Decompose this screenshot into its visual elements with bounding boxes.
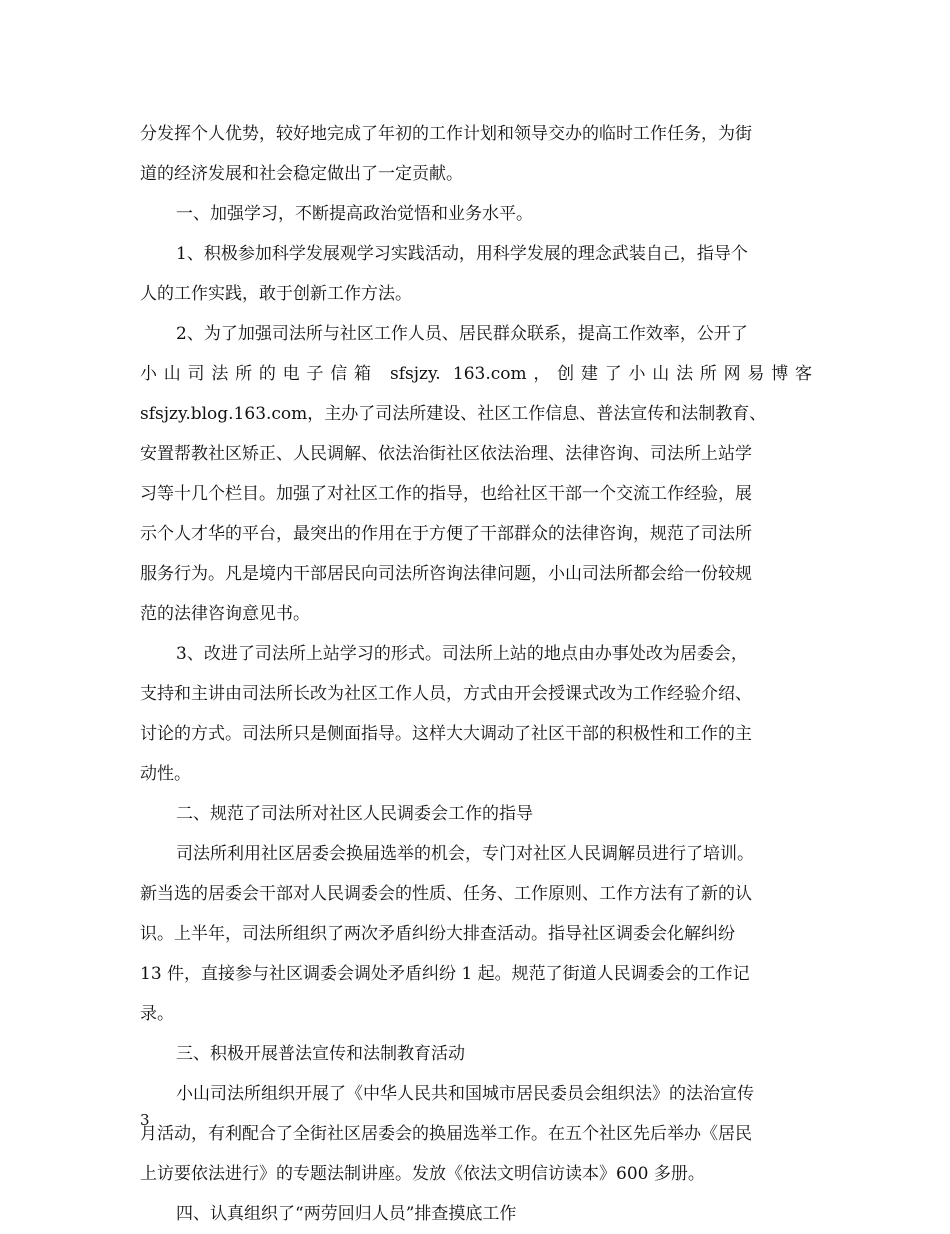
paragraph-line: 录。 — [140, 1004, 174, 1024]
paragraph-line: 司法所利用社区居委会换届选举的机会，专门对社区人民调解员进行了培训。 — [176, 844, 754, 864]
paragraph-line: 3、改进了司法所上站学习的形式。司法所上站的地点由办事处改为居委会， — [176, 644, 748, 664]
paragraph-line: 小山司法所组织开展了《中华人民共和国城市居民委员会组织法》的法治宣传 — [176, 1084, 754, 1104]
paragraph-line: 安置帮教社区矫正、人民调解、依法治街社区依法治理、法律咨询、司法所上站学 — [140, 444, 752, 464]
paragraph-line: 讨论的方式。司法所只是侧面指导。这样大大调动了社区干部的积极性和工作的主 — [140, 724, 752, 744]
section-heading: 二、规范了司法所对社区人民调委会工作的指导 — [176, 804, 533, 824]
paragraph-line: 上访要依法进行》的专题法制讲座。发放《依法文明信访读本》600 多册。 — [140, 1164, 705, 1184]
paragraph-line: sfsjzy.blog.163.com，主办了司法所建设、社区工作信息、普法宣传和法制教育、 — [140, 404, 767, 424]
paragraph-line: 2、为了加强司法所与社区工作人员、居民群众联系，提高工作效率，公开了 — [176, 324, 748, 344]
paragraph-line: 范的法律咨询意见书。 — [140, 604, 310, 624]
paragraph-line: 习等十几个栏目。加强了对社区工作的指导，也给社区干部一个交流工作经验，展 — [140, 484, 752, 504]
paragraph-line: 道的经济发展和社会稳定做出了一定贡献。 — [140, 164, 463, 184]
paragraph-line: 人的工作实践，敢于创新工作方法。 — [140, 284, 412, 304]
section-heading: 四、认真组织了“两劳回归人员”排查摸底工作 — [176, 1204, 517, 1224]
paragraph-line: 1、积极参加科学发展观学习实践活动，用科学发展的理念武装自己，指导个 — [176, 244, 748, 264]
body-text — [140, 114, 812, 1234]
section-heading: 一、加强学习，不断提高政治觉悟和业务水平。 — [176, 204, 533, 224]
paragraph-line: 服务行为。凡是境内干部居民向司法所咨询法律问题，小山司法所都会给一份较规 — [140, 564, 752, 584]
paragraph-line: 识。上半年，司法所组织了两次矛盾纠纷大排查活动。指导社区调委会化解纠纷 — [140, 924, 735, 944]
paragraph-line: 支持和主讲由司法所长改为社区工作人员，方式由开会授课式改为工作经验介绍、 — [140, 684, 752, 704]
section-heading: 三、积极开展普法宣传和法制教育活动 — [176, 1044, 465, 1064]
paragraph-line: 分发挥个人优势，较好地完成了年初的工作计划和领导交办的临时工作任务，为街 — [140, 124, 752, 144]
paragraph-line: 月活动，有利配合了全街社区居委会的换届选举工作。在五个社区先后举办《居民 — [140, 1124, 752, 1144]
paragraph-line: 动性。 — [140, 764, 191, 784]
paragraph-line: 13 件，直接参与社区调委会调处矛盾纠纷 1 起。规范了街道人民调委会的工作记 — [140, 964, 750, 984]
paragraph-line: 示个人才华的平台，最突出的作用在于方便了干部群众的法律咨询，规范了司法所 — [140, 524, 752, 544]
page-number: 3 — [140, 1111, 150, 1129]
paragraph-line: 小山司法所的电子信箱 sfsjzy. 163.com，创建了小山法所网易博客 — [140, 364, 812, 384]
paragraph-line: 新当选的居委会干部对人民调委会的性质、任务、工作原则、工作方法有了新的认 — [140, 884, 752, 904]
